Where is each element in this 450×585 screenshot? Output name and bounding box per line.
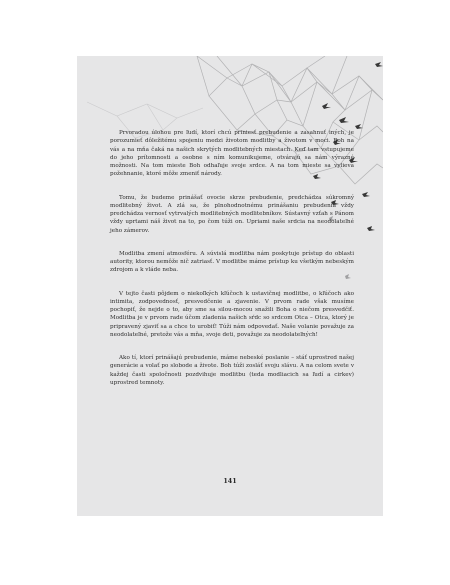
book-page [77,56,383,516]
paragraph: V tejto časti pôjdem o niekoľkých kľúčoch k ustavičnej modlitbe, o kľúčoch ako intimita, zodpovednosť, presvedčenie a zjavenie. V prvom rade však musíme pochopiť, že nejde o to, aby sme sa silou-mocou snažili Boha o niečom presvedčiť. Modlitba je v prvom rade účom zladenia našich sŕdc so srdcom Otca – Otca, ktorý je pripravený zjaviť sa a chce to urobiť! Túži nám odpovedať. Naše volanie považuje za neodolateľné, pretože vás a mňa, svoje deti, považuje za neodolateľných! [110,290,354,338]
paragraph: Tomu, že budeme prinášať ovocie skrze prebudenie, predchádza súkromný modlitebný život. A zlá sa, že plnohodnotnému prinášaniu prebudenia vždy predchádza vernosť vytrvalých modlitebných modlitebníkov. Sústavný vzťah s Pánom vždy uprtami náš život na to, po čom túži on. Upriami naše srdcia na neodolateľné jeho zámerov. [110,194,354,234]
page-number: 141 [223,477,237,485]
page-text [110,129,354,387]
paragraph: Ako tí, ktorí prinášajú prebudenie, máme nebeské poslanie – stáť uprostred našej generácie a volať po slobode a živote. Boh túži zosláť svoju slávu. A na celom svete v každej časti spoločnosti pozdvihuje modlitbu (teda modliacich sa ľudí a cirkev) uprostred temnoty. [110,355,354,386]
paragraph: Prvoradou úlohou pre ľudí, ktorí chcú priniesť prebudenie a zasahnuť iných, je porozumieť dôležitému spojeniu medzi životom modlitby a životom v moci. Boh na vás a na mňa čaká na našich skrytých modlitebných miestach. Keď tam vstupujeme do jeho prítomnosti a osobne s ním komunikujeme, otvárajú sa nám výrazné možnosti. Na tom mieste Boh odhaľuje svoje srdce. A na tom mieste sa vylieva požehnanie, ktoré môže zmeniť národy. [110,130,354,178]
paragraph: Modlitba zmení atmosféru. A súvislá modlitba nám poskytuje prístup do oblasti autority, ktorou nemôže nič zatriasť. V modlitbe máme prístup ku všetkým nebeským zdrojom a k vláde neba. [110,250,354,274]
